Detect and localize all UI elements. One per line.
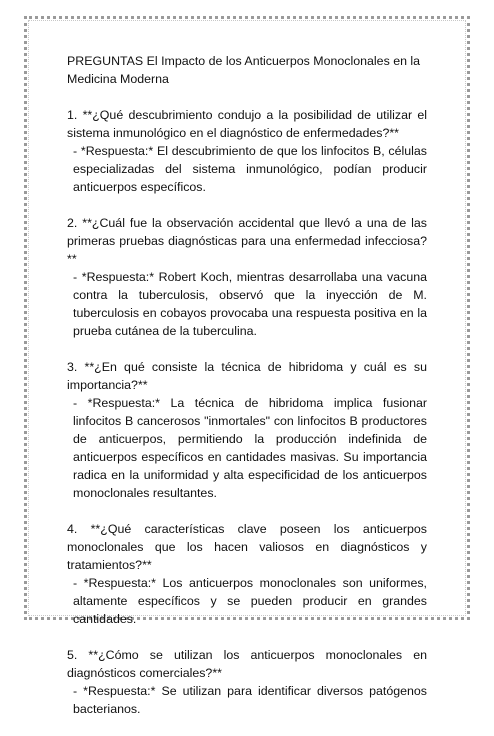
question-4: 4. **¿Qué características clave poseen los anticuerpos monoclonales que los hacen valiosos en diagnósticos y tratamientos?**	[67, 522, 427, 572]
qa-item-5	[67, 646, 427, 718]
answer-4: - *Respuesta:* Los anticuerpos monoclonales son uniformes, altamente específicos y se pueden producir en grandes cantidades.	[73, 576, 427, 626]
answer-3: - *Respuesta:* La técnica de hibridoma implica fusionar linfocitos B cancerosos "inmortales" con linfocitos B productores de anticuerpos, permitiendo la producción indefinida de anticuerpos específicos en cantidades masivas. Su importancia radica en la uniformidad y alta especificidad de los anticuerpos monoclonales resultantes.	[73, 396, 427, 500]
qa-item-1	[67, 106, 427, 196]
answer-2: - *Respuesta:* Robert Koch, mientras desarrollaba una vacuna contra la tuberculosis, observó que la inyección de M. tuberculosis en cobayos provocaba una respuesta positiva en la prueba cutánea de la tuberculina.	[73, 270, 427, 338]
qa-item-3	[67, 358, 427, 502]
qa-item-2	[67, 214, 427, 340]
answer-5: - *Respuesta:* Se utilizan para identificar diversos patógenos bacterianos.	[73, 684, 427, 716]
question-1: 1. **¿Qué descubrimiento condujo a la posibilidad de utilizar el sistema inmunológico en el diagnóstico de enfermedades?**	[67, 108, 427, 140]
qa-item-4	[67, 520, 427, 628]
question-3: 3. **¿En qué consiste la técnica de hibridoma y cuál es su importancia?**	[67, 360, 427, 392]
question-2: 2. **¿Cuál fue la observación accidental que llevó a una de las primeras pruebas diagnósticas para una enfermedad infecciosa?**	[67, 216, 427, 266]
document-title: PREGUNTAS El Impacto de los Anticuerpos Monoclonales en la Medicina Moderna	[67, 54, 421, 86]
document-body	[67, 52, 427, 736]
answer-1: - *Respuesta:* El descubrimiento de que los linfocitos B, células especializadas del sistema inmunológico, podían producir anticuerpos específicos.	[73, 144, 427, 194]
question-5: 5. **¿Cómo se utilizan los anticuerpos monoclonales en diagnósticos comerciales?**	[67, 648, 427, 680]
